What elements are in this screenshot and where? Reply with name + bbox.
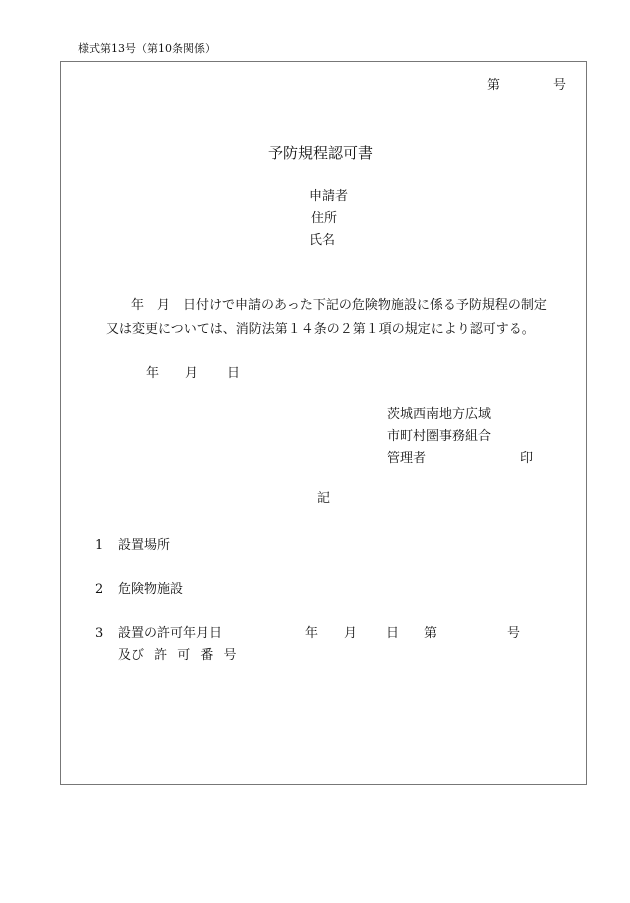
form-id: 様式第13号（第10条関係） — [78, 42, 216, 55]
item-number: 3 — [95, 626, 104, 641]
item-label: 設置場所 — [118, 538, 171, 553]
issuer-line-1: 茨城西南地方広域 — [387, 407, 492, 422]
doc-number-suffix: 号 — [553, 78, 567, 93]
seal-mark: 印 — [520, 451, 534, 466]
applicant-label: 申請者 — [309, 189, 349, 204]
document-frame — [60, 61, 587, 785]
date-year: 年 — [146, 366, 160, 381]
address-label: 住所 — [311, 211, 338, 226]
body-line-2: 又は変更については、消防法第１４条の２第１項の規定により認可する。 — [106, 322, 535, 337]
note-heading: 記 — [317, 491, 331, 506]
date-day: 日 — [227, 366, 241, 381]
body-line-1: 年 月 日付けで申請のあった下記の危険物施設に係る予防規程の制定 — [131, 298, 547, 313]
item-date-month: 月 — [344, 626, 358, 641]
item-label: 設置の許可年月日 — [118, 626, 223, 641]
item-label: 危険物施設 — [118, 582, 184, 597]
page-title: 予防規程認可書 — [268, 144, 374, 162]
date-month: 月 — [185, 366, 199, 381]
issuer-line-3: 管理者 — [387, 451, 427, 466]
item-number: 1 — [95, 538, 104, 553]
item-number: 2 — [95, 582, 104, 597]
item-number-prefix: 第 — [424, 626, 438, 641]
item-number-suffix: 号 — [507, 626, 521, 641]
item-date-year: 年 — [305, 626, 319, 641]
doc-number-prefix: 第 — [487, 78, 501, 93]
item-date-day: 日 — [386, 626, 400, 641]
issuer-line-2: 市町村圏事務組合 — [387, 429, 492, 444]
item-label-line-2: 及び 許 可 番 号 — [118, 648, 237, 663]
name-label: 氏名 — [309, 233, 336, 248]
